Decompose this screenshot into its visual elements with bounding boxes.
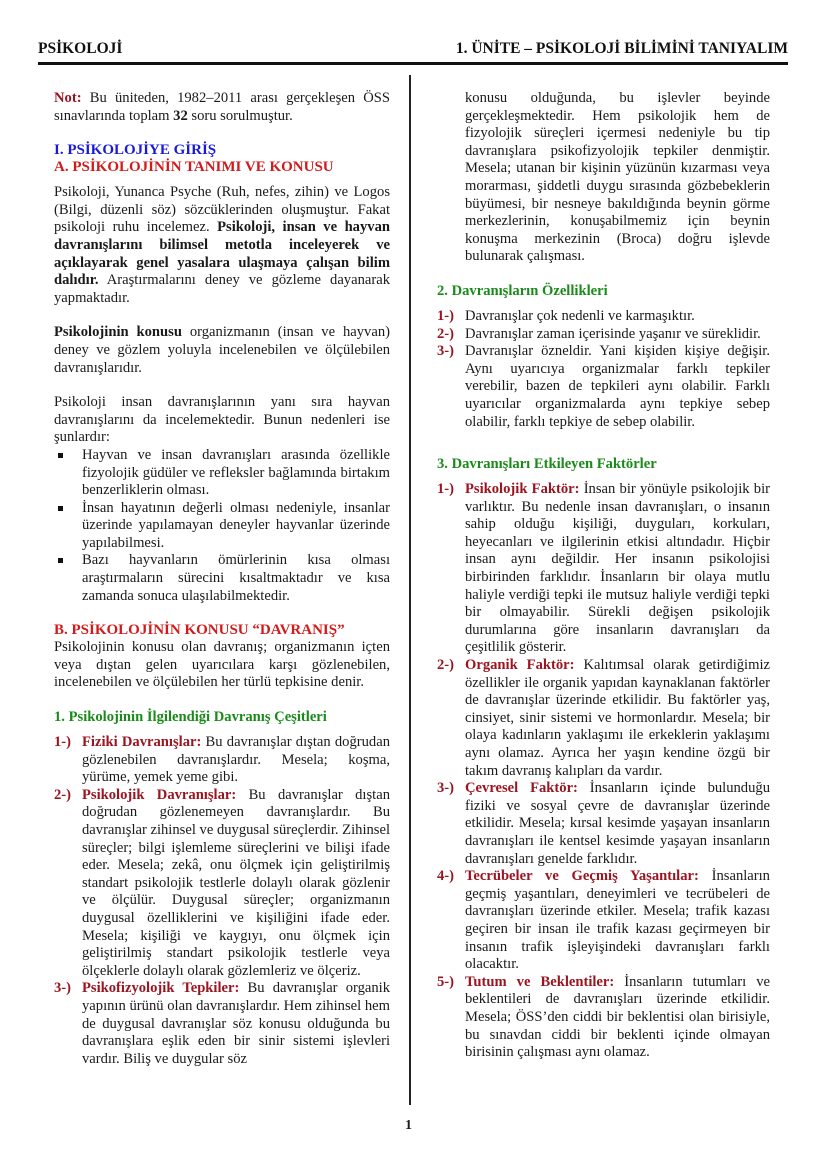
column-divider (409, 75, 411, 1105)
list-item: Hayvan ve insan davranışları arasında özellikle fizyolojik güdüler ve refleksler bağlamında birtakım benzerliklerin olması. (54, 447, 390, 500)
list-item: İnsan hayatının değerli olması nedeniyle, insanlar üzerinde yapılamayan deneyler hayvanlar üzerinde yapılabilmesi. (54, 500, 390, 553)
behavior-types-list (54, 734, 390, 1068)
list-item: 3-) Çevresel Faktör: İnsanların içinde bulunduğu fiziki ve sosyal çevre de davranışlar üzerinde etkilidir. Mesela; kırsal kesimde yaşayan insanların davranışları ile kentsel kesimde yaşayan insanların davranışları genelde farklıdır. (437, 780, 770, 867)
list-item: 2-) Psikolojik Davranışlar: Bu davranışlar dıştan doğrudan gözlenemeyen davranışlardır. Bu davranışlar zihinsel ve duygusal süreçlerdir. Zihinsel süreçler; bilgi işlemleme süreçlerini ve bilişi ifade eder. Mesela; zekâ, onu ölçmek için geliştirilmiş standart psikolojik testlerle dolaylı olarak gözlenir ve ölçülür. Duygusal süreçler; organizmanın duygusal özelliklerini ve kişiliğini ifade eder. Mesela; kişiliği ve kaygıyı, onu ölçmek için geliştirilmiş standart psikolojik testlerle veya ölçeklerle dolaylı olarak gözlemleriz ve ölçeriz. (54, 786, 391, 979)
question-count: 32 (173, 107, 188, 124)
list-item: 2-) Davranışlar zaman içerisinde yaşanır ve süreklidir. (437, 325, 761, 342)
section-a-heading: A. PSİKOLOJİNİN TANIMI VE KONUSU (54, 159, 334, 176)
header-subject: PSİKOLOJİ (38, 40, 123, 57)
sub2-heading: 2. Davranışların Özellikleri (437, 282, 608, 299)
left-column (54, 90, 390, 1068)
behavior-features-list (437, 308, 770, 431)
behavior-definition: Psikolojinin konusu olan davranış; organizmanın içten veya dıştan gelen uyarıcılara karşı gözlenebilen, incelenebilen ve ölçülebilen her türlü tepkisine denir. (54, 639, 390, 691)
list-item: 1-) Fiziki Davranışlar: Bu davranışlar dıştan doğrudan gözlenebilen davranışlardır. Mesela; koşma, yürüme, yemek yeme gibi. (54, 734, 390, 786)
list-item: 1-) Davranışlar çok nedenli ve karmaşıktır. (437, 307, 695, 324)
note-paragraph: Not: Bu üniteden, 1982–2011 arası gerçekleşen ÖSS sınavlarında toplam 32 soru sorulmuştur. (54, 90, 390, 124)
header-rule (38, 62, 788, 65)
bullet-square-icon (58, 558, 63, 563)
page-number: 1 (405, 1118, 412, 1133)
reasons-list (54, 447, 390, 605)
subject-paragraph: Psikolojinin konusu organizmanın (insan ve hayvan) deney ve gözlem yoluyla incelenebilen ve ölçülebilen davranışlarıdır. (54, 324, 390, 376)
header-unit-title: 1. ÜNİTE – PSİKOLOJİ BİLİMİNİ TANIYALIM (455, 40, 788, 57)
factors-list (437, 481, 770, 1062)
continuation-paragraph: konusu olduğunda, bu işlevler beyinde gerçekleşmektedir. Hem psikolojik hem de fizyolojik süreçleri içermesi nedeniyle bu tip davranışlara psikofizyolojik tepkiler denmiştir. Mesela; utanan bir kişinin yüzünün kızarması veya morarması, şiddetli duygu sırasında gözbebeklerin büyümesi, bir nesneye bakıldığında beynin görme merkezlerinin, konuşabilmemiz için beynin konuşma merkezinin (Broca) doğru işlevde bulunarak çalışması. (465, 90, 770, 265)
list-item: 1-) Psikolojik Faktör: İnsan bir yönüyle psikolojik bir varlıktır. Bu nedenle insan davranışları, o insanın sahip olduğu kişiliği, duyguları, korkuları, heyecanları ve ilgilerinin etkisi altındadır. Hiçbir insan aynı değildir. Her insanın psikolojisi birbirinden farklıdır. İnsanların bir olaya mutlu haliyle verdiği tepki ile mutsuz haliyle verdiği tepki bir olmayabilir. Sürekli değişen psikolojik durumlarına göre insanların davranışları da çeşitlilik gösterir. (437, 481, 770, 656)
list-item: 3-) Psikofizyolojik Tepkiler: Bu davranışlar organik yapının ürünü olan davranışlardır. Hem zihinsel hem de duygusal davranışlar söz konusu olduğunda bu davranışlara eşlik eden bir sinir sistemi işlevleri vardır. Biliş ve duygular söz (54, 980, 391, 1067)
section-b-heading: B. PSİKOLOJİNİN KONUSU “DAVRANIŞ” (54, 622, 345, 639)
list-item: 2-) Organik Faktör: Kalıtımsal olarak getirdiğimiz özellikler ile organik yapıdan kaynaklanan faktörler de davranışlar üzerinde etkilidir. Bu faktörler yaş, cinsiyet, sinir sistemi ve hormonlardır. Mesela; bir olaya kadınların yaklaşımı ile erkeklerin yaklaşımı aynı olamaz. Ayrıca her yaşın kendine özgü bir takım davranış kalıpları da vardır. (437, 657, 770, 779)
reasons-intro: Psikoloji insan davranışlarının yanı sıra hayvan davranışlarını da incelemektedir. Bunun nedenleri ise şunlardır: (54, 394, 390, 446)
list-item: Bazı hayvanların ömürlerinin kısa olması araştırmaların sürecini kısaltmaktadır ve kısa zamanda sonuca ulaşılabilmektedir. (54, 552, 390, 605)
section-i-heading: I. PSİKOLOJİYE GİRİŞ (54, 142, 217, 159)
list-item: 5-) Tutum ve Beklentiler: İnsanların tutumları ve beklentileri de davranışları üzerinde etkilidir. Mesela; ÖSS’den ciddi bir beklentisi olan birisiyle, bu sınavdan ciddi bir beklenti içinde olmayan birisinin çalışması aynı olamaz. (437, 973, 770, 1061)
sub1-heading: 1. Psikolojinin İlgilendiği Davranış Çeşitleri (54, 709, 327, 726)
sub3-heading: 3. Davranışları Etkileyen Faktörler (437, 456, 657, 473)
list-item: 4-) Tecrübeler ve Geçmiş Yaşantılar: İnsanların geçmiş yaşantıları, deneyimleri ve tecrübeleri de davranışları üzerinde etkiler. Mesela; trafik kazası geçiren bir insan ile trafik kazası geçirmeyen bir insanın trafik işleyişindeki davranışları farklı olacaktır. (437, 868, 770, 973)
note-label: Not: (54, 90, 82, 106)
bullet-square-icon (58, 506, 63, 511)
right-column (437, 90, 770, 1062)
definition-paragraph: Psikoloji, Yunanca Psyche (Ruh, nefes, zihin) ve Logos (Bilgi, düzenli söz) sözcüklerinden oluşmuştur. Fakat psikoloji ruhu incelemez. Psikoloji, insan ve hayvan davranışlarını bilimsel metotla inceleyerek ve açıklayarak genel yasalara ulaşmaya çalışan bilim dalıdır. Araştırmalarını deney ve gözleme dayanarak yapmaktadır. (54, 184, 390, 306)
bullet-square-icon (58, 453, 63, 458)
list-item: 3-) Davranışlar özneldir. Yani kişiden kişiye değişir. Aynı uyarıcıya organizmalar farklı tepkiler verebilir, bazen de tepkileri aynı olabilir. Farklı uyarıcılar organizmalarda aynı tepkiye sebep olabilir, farklı tepkiye de sebep olabilir. (437, 343, 770, 430)
